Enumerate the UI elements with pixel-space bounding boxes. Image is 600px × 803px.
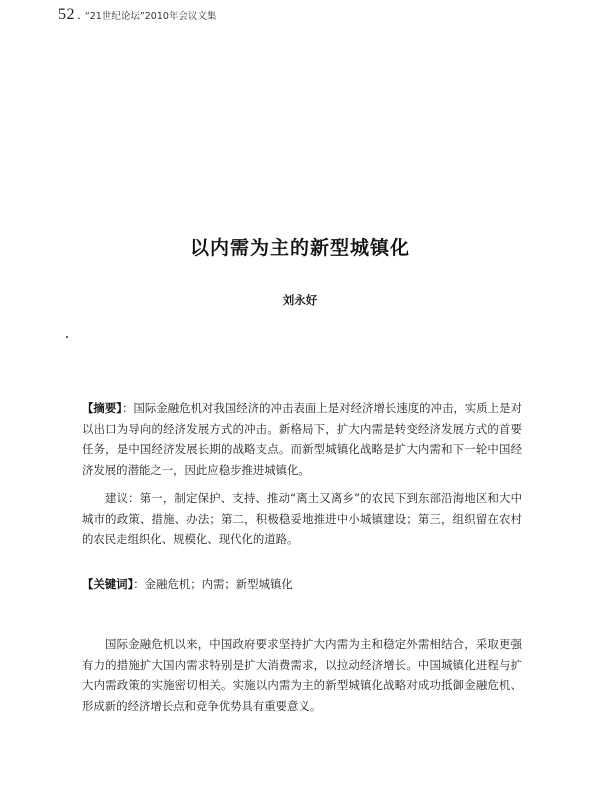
- intro-paragraph: 国际金融危机以来，中国政府要求坚持扩大内需为主和稳定外需相结合，采取更强有力的措施扩大国内需求特别是扩大消费需求，以拉动经济增长。中国城镇化进程与扩大内需政策的实施密切相关。实施以内需为主的新型城镇化战略对成功抵御金融危机、形成新的经济增长点和竞争优势具有重要意义。: [82, 637, 522, 713]
- keywords-label: 【关键词】: [82, 577, 134, 591]
- scan-speck: [66, 336, 68, 338]
- article-author: 刘永好: [282, 293, 318, 307]
- running-header: [58, 6, 216, 24]
- header-separator: .: [77, 8, 81, 22]
- page-number: 52: [58, 6, 75, 23]
- suggestion-paragraph: 建议：第一，制定保护、支持、推动“离土又离乡”的农民下到东部沿海地区和大中城市的政策、措施、办法；第二，积极稳妥地推进中小城镇建设；第三，组织留在农村的农民走组织化、规模化、现代化的道路。: [82, 491, 522, 546]
- article-title: 以内需为主的新型城镇化: [189, 237, 410, 259]
- keywords-text: ：金融危机；内需；新型城镇化: [133, 577, 293, 591]
- abstract-label: 【摘要】: [82, 401, 123, 415]
- abstract-text: ：国际金融危机对我国经济的冲击表面上是对经济增长速度的冲击，实质上是对以出口为导向的经济发展方式的冲击。新格局下，扩大内需是转变经济发展方式的首要任务，是中国经济发展长期的战略支点。而新型城镇化战略是扩大内需和下一轮中国经济发展的潜能之一，因此应稳步推进城镇化。: [82, 401, 522, 477]
- abstract-paragraph: [82, 398, 522, 480]
- publication-source: “21世纪论坛”2010年会议文集: [84, 11, 217, 22]
- keywords-paragraph: [82, 574, 522, 595]
